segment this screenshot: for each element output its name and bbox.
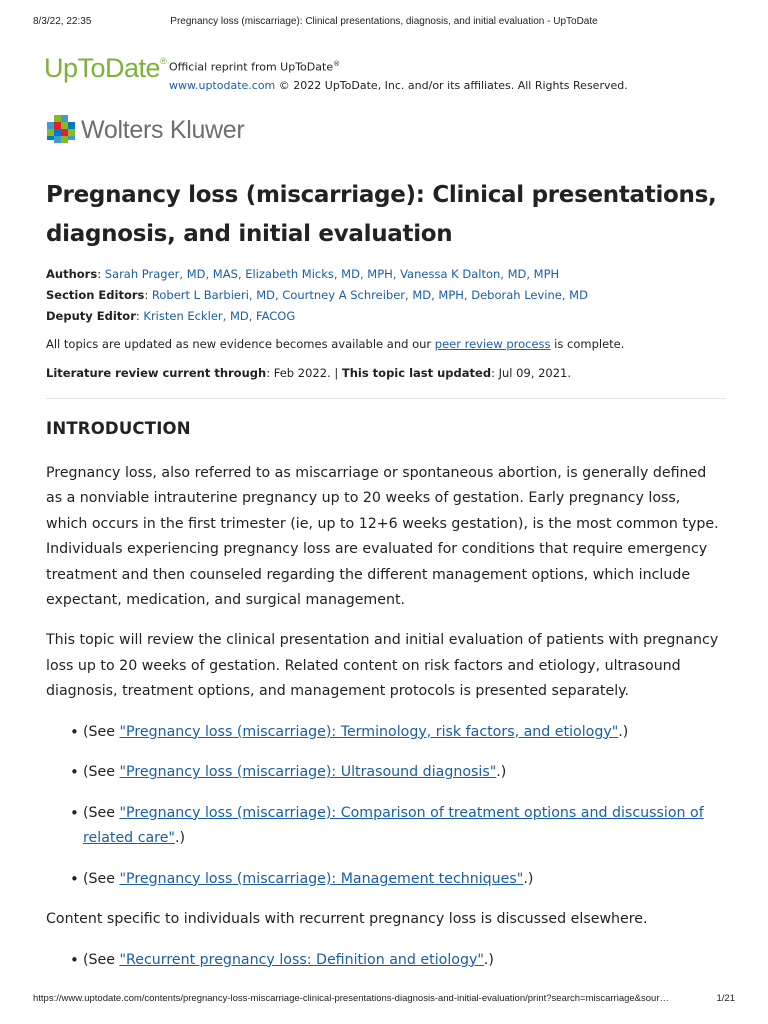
authors-list[interactable]: Sarah Prager, MD, MAS, Elizabeth Micks, MD, MPH, Vanessa K Dalton, MD, MPH [104, 267, 560, 281]
introduction-heading: INTRODUCTION [46, 419, 191, 438]
related-topic-link[interactable]: "Pregnancy loss (miscarriage): Ultrasound diagnosis" [119, 764, 497, 781]
deputy-editor-name[interactable]: Kristen Eckler, MD, FACOG [143, 309, 296, 323]
wolters-kluwer-text: Wolters Kluwer [81, 115, 245, 144]
section-divider [46, 398, 726, 399]
see-suffix: .) [483, 951, 494, 968]
article-credits [46, 264, 726, 327]
deputy-editor-label: Deputy Editor [46, 309, 136, 323]
uptodate-logo [44, 53, 166, 84]
peer-review-link[interactable]: peer review process [434, 337, 551, 351]
wolters-kluwer-logo [45, 114, 244, 146]
print-footer [33, 993, 735, 1004]
print-page-title: Pregnancy loss (miscarriage): Clinical presentations, diagnosis, and initial evaluation - UpToDate [170, 16, 598, 27]
see-prefix: (See [83, 870, 120, 887]
site-link[interactable]: www.uptodate.com [169, 78, 276, 92]
section-editors-row: Section Editors: Robert L Barbieri, MD, Courtney A Schreiber, MD, MPH, Deborah Levine, MD [46, 288, 588, 302]
related-topic-link[interactable]: "Pregnancy loss (miscarriage): Management techniques" [119, 870, 524, 887]
wolters-kluwer-mark-icon [45, 114, 77, 146]
related-topic-link[interactable]: "Recurrent pregnancy loss: Definition and etiology" [119, 951, 484, 968]
see-suffix: .) [496, 764, 507, 781]
deputy-editor-row: Deputy Editor: Kristen Eckler, MD, FACOG [46, 309, 296, 323]
see-suffix: .) [523, 870, 534, 887]
recurrent-topics-list [46, 948, 726, 973]
section-editors-label: Section Editors [46, 288, 145, 302]
authors-label: Authors [46, 267, 98, 281]
update-note [46, 335, 726, 353]
see-suffix: .) [618, 723, 629, 740]
print-header [33, 16, 735, 27]
print-page-number: 1/21 [716, 993, 735, 1004]
see-prefix: (See [83, 804, 120, 821]
see-prefix: (See [83, 764, 120, 781]
review-dates [46, 364, 726, 382]
print-url: https://www.uptodate.com/contents/pregnancy-loss-miscarriage-clinical-presentations-diagnosis-and-initial-evaluation/print?search=miscarriage&sour… [33, 993, 670, 1004]
related-topic-link[interactable]: "Pregnancy loss (miscarriage): Comparison of treatment options and discussion of related care" [83, 804, 704, 847]
see-prefix: (See [83, 723, 120, 740]
last-updated-label: This topic last updated [341, 366, 492, 380]
copyright-text: © 2022 UpToDate, Inc. and/or its affiliates. All Rights Reserved. [278, 78, 628, 92]
related-topics-list [46, 720, 726, 893]
reprint-line: Official reprint from UpToDate [169, 60, 334, 74]
list-item [70, 720, 726, 745]
intro-paragraph-3: Content specific to individuals with recurrent pregnancy loss is discussed elsewhere. [46, 911, 648, 928]
list-item [70, 867, 726, 892]
lit-review-label: Literature review current through [46, 366, 267, 380]
see-prefix: (See [83, 951, 120, 968]
reprint-mark: ® [333, 60, 341, 68]
article-title: Pregnancy loss (miscarriage): Clinical presentations, diagnosis, and initial evaluation [46, 182, 717, 247]
section-editors-list[interactable]: Robert L Barbieri, MD, Courtney A Schreiber, MD, MPH, Deborah Levine, MD [151, 288, 588, 302]
uptodate-logo-mark: ® [160, 56, 167, 66]
article-content [46, 176, 726, 988]
reprint-notice [169, 55, 628, 95]
list-item [70, 760, 726, 785]
print-datetime: 8/3/22, 22:35 [33, 16, 92, 27]
uptodate-logo-text: UpToDate [44, 53, 161, 83]
authors-row: Authors: Sarah Prager, MD, MAS, Elizabeth Micks, MD, MPH, Vanessa K Dalton, MD, MPH [46, 267, 560, 281]
update-note-before: All topics are updated as new evidence becomes available and our [46, 337, 435, 351]
related-topic-link[interactable]: "Pregnancy loss (miscarriage): Terminology, risk factors, and etiology" [119, 723, 619, 740]
list-item [70, 801, 726, 852]
list-item [70, 948, 726, 973]
lit-review-value: : Feb 2022. | [266, 366, 342, 380]
last-updated-value: : Jul 09, 2021. [491, 366, 571, 380]
see-suffix: .) [174, 830, 186, 847]
update-note-after: is complete. [550, 337, 625, 351]
intro-paragraph-2: This topic will review the clinical presentation and initial evaluation of patients with pregnancy loss up to 20 weeks of gestation. Related content on risk factors and etiology, ultrasound diagnosis, treatment options, and management protocols is presented separately. [46, 632, 719, 700]
intro-paragraph-1: Pregnancy loss, also referred to as miscarriage or spontaneous abortion, is generally defined as a nonviable intrauterine pregnancy up to 20 weeks of gestation. Early pregnancy loss, which occurs in the first trimester (ie, up to 12+6 weeks gestation), is the most common type. Individuals experiencing pregnancy loss are evaluated for conditions that require emergency treatment and then counseled regarding the different management options, which include expectant, medication, and surgical management. [46, 465, 719, 609]
